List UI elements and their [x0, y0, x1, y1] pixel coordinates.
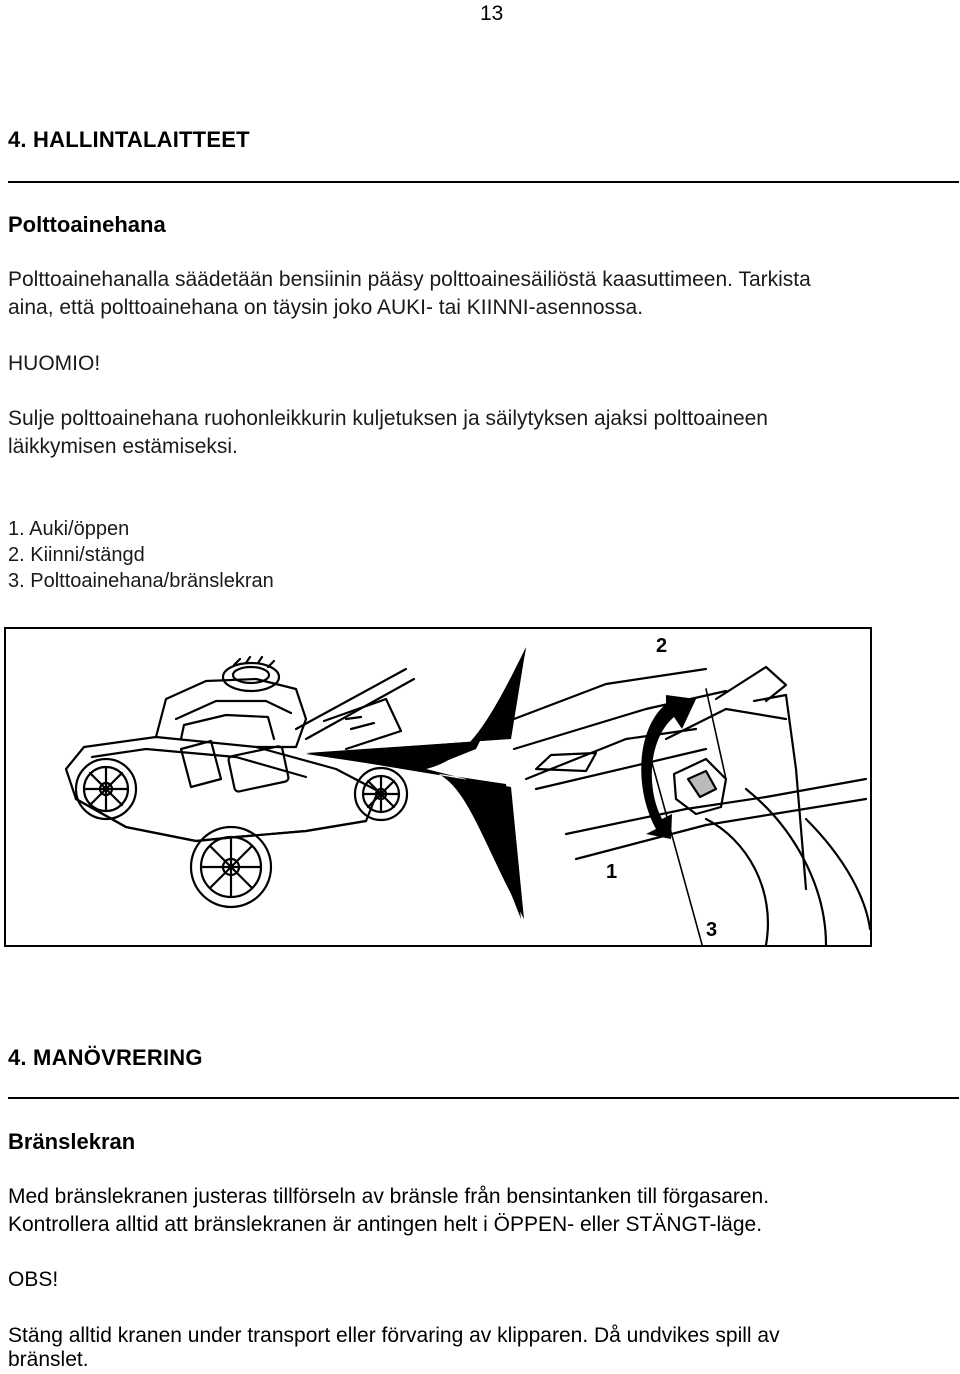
callout-1: 1	[606, 861, 618, 883]
legend-item-2: 2. Kiinni/stängd	[8, 544, 145, 566]
lawnmower-illustration	[6, 629, 870, 945]
note-fi-line-1: Sulje polttoainehana ruohonleikkurin kuljetuksen ja säilytyksen ajaksi polttoaineen	[8, 407, 768, 430]
callout-2: 2	[656, 635, 668, 657]
detail-frame-lines	[514, 669, 726, 749]
heading-rule-fi	[8, 181, 959, 183]
subheading-fi: Polttoainehana	[8, 212, 166, 237]
note-label-fi: HUOMIO!	[8, 352, 101, 375]
section-heading-fi: 4. HALLINTALAITTEET	[8, 127, 250, 152]
section-heading-sv: 4. MANÖVRERING	[8, 1045, 203, 1070]
mower-engine	[156, 679, 306, 747]
paragraph-sv-line-1: Med bränslekranen justeras tillförseln av bränsle från bensintanken till förgasaren.	[8, 1185, 770, 1208]
wheel-front-right	[355, 768, 407, 820]
legend-item-1: 1. Auki/öppen	[8, 518, 130, 540]
wheel-back-left	[76, 759, 136, 819]
note-sv-line-1: Stäng alltid kranen under transport eller förvaring av klipparen. Då undvikes spill av	[8, 1324, 780, 1347]
zoom-pointer	[306, 649, 526, 919]
note-label-sv: OBS!	[8, 1268, 59, 1291]
heading-rule-sv	[8, 1097, 959, 1099]
paragraph-sv-line-2: Kontrollera alltid att bränslekranen är antingen helt i ÖPPEN- eller STÄNGT-läge.	[8, 1213, 763, 1236]
wheel-front-left	[191, 827, 271, 907]
callout-3: 3	[706, 919, 718, 941]
page-number: 13	[480, 2, 504, 25]
paragraph-fi-line-1: Polttoainehanalla säädetään bensiinin pääsy polttoainesäiliöstä kaasuttimeen. Tarkista	[8, 268, 811, 291]
paragraph-fi-line-2: aina, että polttoainehana on täysin joko AUKI- tai KIINNI-asennossa.	[8, 296, 644, 319]
subheading-sv: Bränslekran	[8, 1129, 136, 1154]
legend-item-3: 3. Polttoainehana/bränslekran	[8, 570, 274, 592]
note-fi-line-2: läikkymisen estämiseksi.	[8, 435, 238, 458]
fuel-valve-figure	[4, 627, 872, 947]
note-sv-line-2: bränslet.	[8, 1348, 89, 1371]
